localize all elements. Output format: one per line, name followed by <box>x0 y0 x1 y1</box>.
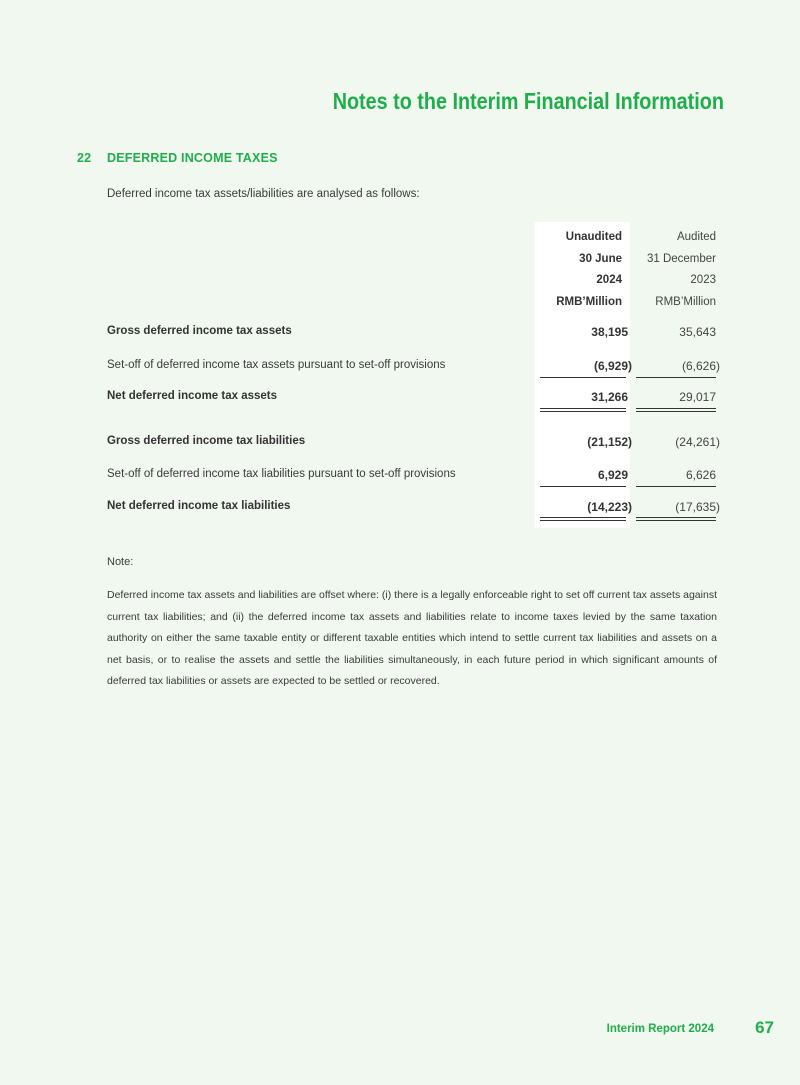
total-rule <box>636 520 716 521</box>
current-period-column-shade <box>535 222 630 528</box>
col-prior-date: 31 December <box>646 253 716 265</box>
table-row-label: Gross deferred income tax liabilities <box>107 435 306 447</box>
table-cell-current: (14,223) <box>587 500 632 514</box>
col-current-year: 2024 <box>596 274 622 286</box>
table-cell-current: 31,266 <box>591 390 628 404</box>
table-cell-prior: 29,017 <box>679 390 716 404</box>
col-prior-year: 2023 <box>690 274 716 286</box>
subtotal-rule <box>540 486 626 487</box>
total-rule <box>636 411 716 412</box>
section-title: DEFERRED INCOME TAXES <box>107 151 278 165</box>
section-number: 22 <box>77 151 92 165</box>
col-prior-status: Audited <box>676 231 716 243</box>
col-prior-unit: RMB’Million <box>655 296 716 308</box>
section-intro: Deferred income tax assets/liabilities are analysed as follows: <box>107 188 420 200</box>
section-heading <box>77 151 278 165</box>
footer-report-name: Interim Report 2024 <box>606 1023 714 1035</box>
note-label: Note: <box>107 556 134 568</box>
subtotal-rule <box>636 486 716 487</box>
total-rule <box>540 411 626 412</box>
table-cell-current: 38,195 <box>591 325 628 339</box>
subtotal-rule <box>636 377 716 378</box>
total-rule <box>636 408 716 409</box>
table-cell-current: 6,929 <box>597 468 628 482</box>
table-row-label: Net deferred income tax liabilities <box>107 500 291 512</box>
page-number: 67 <box>755 1018 774 1037</box>
subtotal-rule <box>540 377 626 378</box>
page-title: Notes to the Interim Financial Information <box>332 88 724 114</box>
total-rule <box>540 408 626 409</box>
note-text: Deferred income tax assets and liabilities are offset where: (i) there is a legally enforceable right to set off current tax assets against current tax liabilities; and (ii) the deferred income tax assets and liabilities relate to income taxes levied by the same taxation authority on either the same taxable entity or different taxable entities which intend to settle current tax liabilities and assets on a net basis, or to realise the assets and settle the liabilities simultaneously, in each future period in which significant amounts of deferred tax liabilities or assets are expected to be settled or recovered. <box>107 589 717 687</box>
table-cell-current: (6,929) <box>593 359 632 373</box>
table-row-label: Net deferred income tax assets <box>107 390 278 402</box>
table-cell-prior: 35,643 <box>679 325 716 339</box>
table-row-label: Set-off of deferred income tax liabilities pursuant to set-off provisions <box>107 468 456 480</box>
table-cell-prior: (6,626) <box>681 359 720 373</box>
table-cell-prior: (17,635) <box>675 500 720 514</box>
col-current-unit: RMB’Million <box>556 296 622 308</box>
total-rule <box>540 520 626 521</box>
col-current-status: Unaudited <box>565 231 622 243</box>
total-rule <box>636 517 716 518</box>
table-row-label: Gross deferred income tax assets <box>107 325 292 337</box>
col-current-date: 30 June <box>579 253 622 265</box>
total-rule <box>540 517 626 518</box>
table-cell-prior: (24,261) <box>675 435 720 449</box>
table-row-label: Set-off of deferred income tax assets pursuant to set-off provisions <box>107 359 446 371</box>
table-cell-prior: 6,626 <box>685 468 716 482</box>
table-cell-current: (21,152) <box>587 435 632 449</box>
